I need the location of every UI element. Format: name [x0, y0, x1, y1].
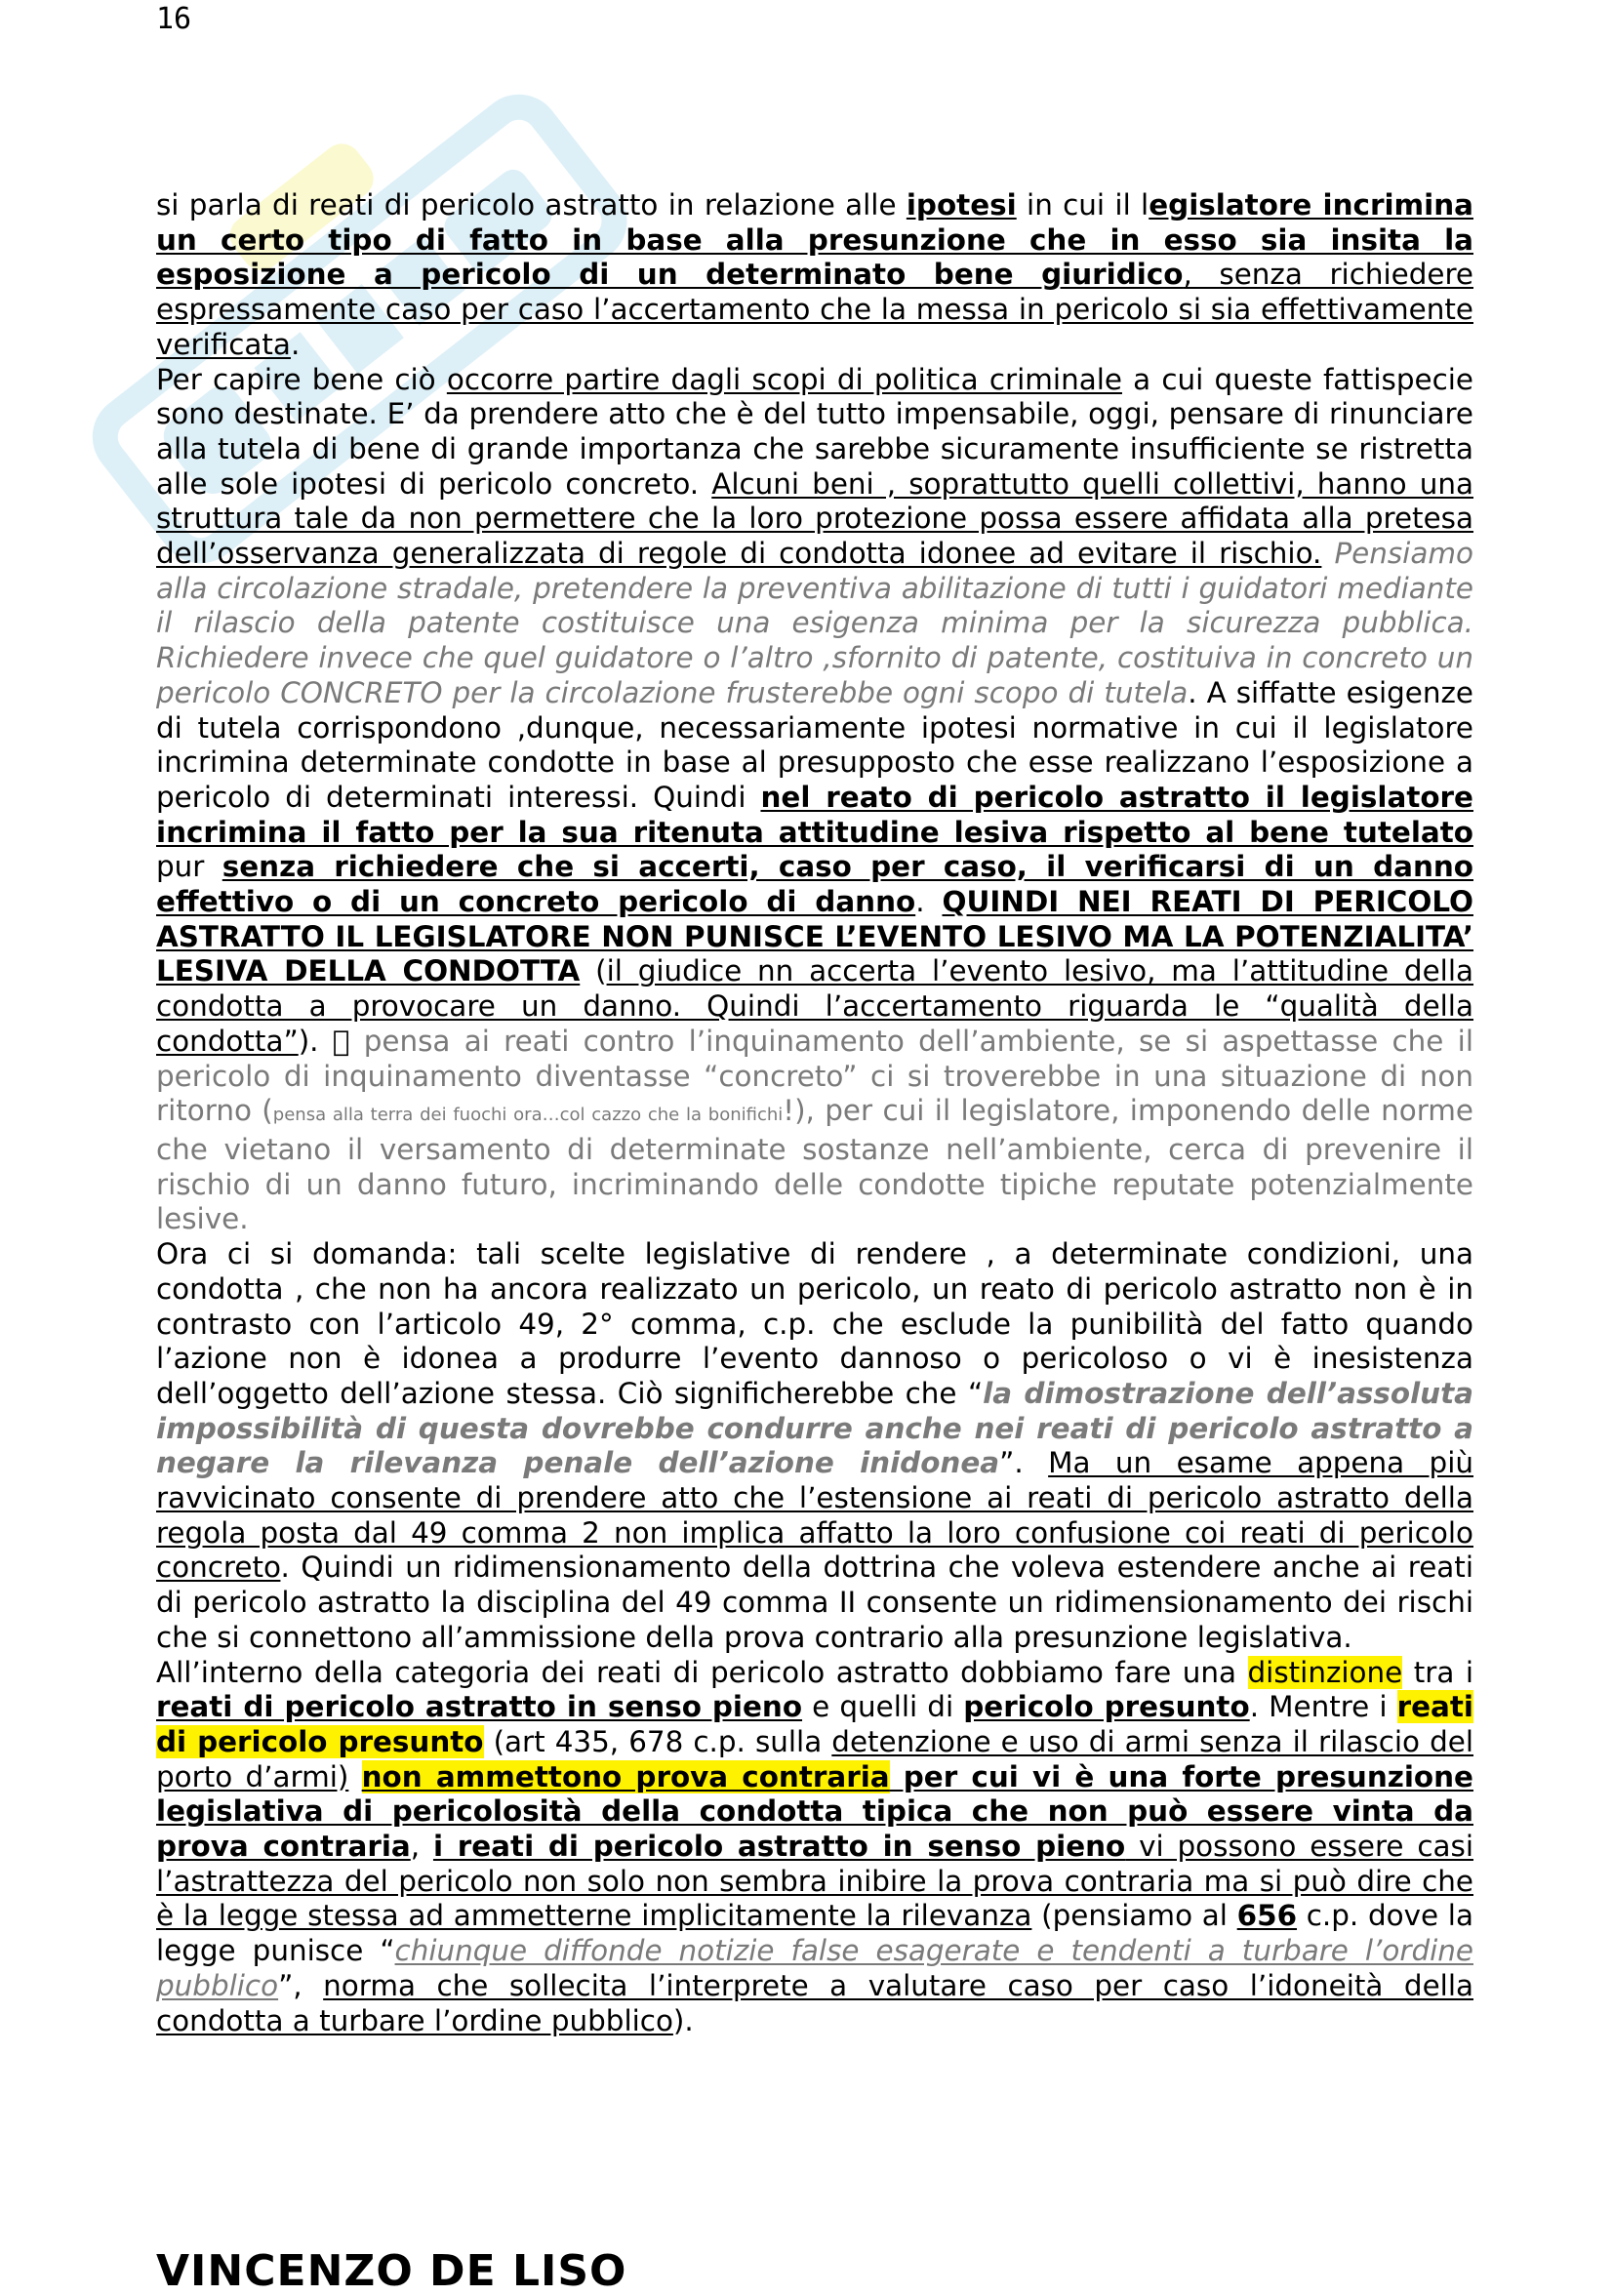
- text-run: ).: [672, 2003, 694, 2037]
- text-run: occorre partire dagli scopi di politica criminale: [446, 362, 1122, 396]
- text-run: a cui queste fattispecie sono destinate. E’ da prendere atto che è del tutto impensabile, oggi, pensare di rinunciare alla tutela di bene di grande importanza che sarebbe sicuramente insufficiente se ristretta alle sole ipotesi di pericolo concreto.: [156, 362, 1473, 501]
- text-run: QUINDI NEI REATI DI PERICOLO ASTRATTO IL LEGISLATORE NON PUNISCE L’EVENTO LESIVO MA LA POTENZIALITA’ LESIVA DELLA CONDOTTA: [156, 885, 1473, 988]
- text-run: pensa ai reati contro l’inquinamento dell’ambiente, se si aspettasse che il pericolo di inquinamento diventasse “concreto” ci si troverebbe in una situazione di non ritorno (: [156, 1024, 1473, 1128]
- footer-author-name: VINCENZO DE LISO: [156, 2246, 627, 2296]
- text-run: (pensiamo al: [1031, 1899, 1237, 1933]
- text-run: ).: [298, 1024, 333, 1058]
- text-run: .: [290, 327, 301, 361]
- text-run: in cui il l: [1016, 188, 1149, 222]
- text-run: , senza richiedere espressamente caso per caso l’accertamento che la messa in pericolo si sia effettivamente verificata: [156, 258, 1473, 361]
- text-run: !), per cui il legislatore, imponendo delle norme che vietano il versamento di determinate sostanze nell’ambiente, cerca di prevenire il rischio di un danno futuro, incriminando delle condotte tipiche reputate potenzialmente lesive.: [156, 1094, 1473, 1236]
- paragraph-3: [156, 1237, 1473, 1655]
- text-run: ,: [410, 1830, 433, 1864]
- paragraph-1: [156, 188, 1473, 363]
- text-run: senza richiedere che si accerti, caso per caso, il verificarsi di un danno effettivo o di un concreto pericolo di danno: [156, 850, 1473, 919]
- text-run: ”,: [278, 1968, 324, 2002]
- text-run: .: [915, 885, 943, 919]
- text-run: . A siffatte esigenze di tutela corrispondono ,dunque, necessariamente ipotesi normative in cui il legislatore incrimina determinate condotte in base al presupposto che esse realizzano l’esposizione a pericolo di determinati interessi. Quindi: [156, 675, 1474, 814]
- text-run: il giudice nn accerta l’evento lesivo, ma l’attitudine della condotta a provocare un danno. Quindi l’accertamento riguarda le “qualità della condotta”: [156, 954, 1474, 1058]
- text-run: non ammettono prova contraria: [361, 1759, 890, 1793]
- text-run: vi possono essere casi l’astrattezza del pericolo non solo non sembra inibire la prova contraria ma si può dire che è la legge stessa ad ammetterne implicitamente la rilevanza: [156, 1830, 1473, 1933]
- paragraph-2: [156, 363, 1473, 1238]
- text-run: . Quindi un ridimensionamento della dottrina che voleva estendere anche ai reati di pericolo astratto la disciplina del 49 comma II consente un ridimensionamento dei rischi che si connettono all’ammissione della prova contrario alla presunzione legislativa.: [156, 1551, 1473, 1654]
- text-run: reati di pericolo astratto in senso pieno: [156, 1690, 803, 1724]
- text-run: Alcuni beni , soprattutto quelli collettivi, hanno una struttura tale da non permettere che la loro protezione possa essere affidata alla pretesa dell’osservanza generalizzata di regole di condotta idonee ad evitare il rischio.: [156, 466, 1473, 571]
- text-run: pericolo presunto: [963, 1690, 1250, 1724]
- text-run: Ma un esame appena più ravvicinato consente di prendere atto che l’estensione ai reati di pericolo astratto della regola posta dal 49 comma 2 non implica affatto la loro confusione coi reati di pericolo concreto: [156, 1446, 1474, 1585]
- text-run: e quelli di: [802, 1690, 964, 1724]
- text-run: Ora ci si domanda: tali scelte legislative di rendere , a determinate condizioni, una condotta , che non ha ancora realizzato un pericolo, un reato di pericolo astratto non è in contrasto con l’articolo 49, 2° comma, c.p. che esclude la punibilità del fatto quando l’azione non è idonea a produrre l’evento dannoso o pericoloso o vi è inesistenza dell’oggetto dell’azione stessa. Ciò significherebbe che “: [156, 1237, 1473, 1410]
- text-run: pur: [156, 850, 222, 884]
- text-run: per cui vi è una forte presunzione legislativa di pericolosità della condotta tipica che non può essere vinta da prova contraria: [156, 1759, 1473, 1864]
- text-run: Per capire bene ciò: [156, 362, 447, 396]
- text-run: i reati di pericolo astratto in senso pieno: [432, 1830, 1126, 1864]
- text-run: distinzione: [1247, 1655, 1403, 1689]
- text-run: chiunque diffonde notizie false esagerate e tendenti a turbare l’ordine pubblico: [156, 1934, 1473, 2002]
- text-run: (: [580, 954, 607, 988]
- text-run: norma che sollecita l’interprete a valutare caso per caso l’idoneità della condotta a turbare l’ordine pubblico: [156, 1968, 1473, 2037]
- text-run: . Mentre i: [1249, 1690, 1397, 1724]
- text-run: nel reato di pericolo astratto il legislatore incrimina il fatto per la sua ritenuta attitudine lesiva rispetto al bene tutelato: [156, 780, 1473, 849]
- text-run: tra i: [1402, 1655, 1473, 1689]
- page-number: 16: [156, 2, 192, 36]
- text-run: All’interno della categoria dei reati di pericolo astratto dobbiamo fare una: [156, 1655, 1248, 1689]
- text-run: si parla di reati di pericolo astratto in relazione alle: [156, 188, 907, 222]
- text-run: c.p. dove la legge punisce “: [156, 1899, 1473, 1968]
- paragraph-4: [156, 1656, 1473, 2039]
- body-text: [156, 188, 1473, 2038]
- text-run: pensa alla terra dei fuochi ora…col cazzo che la bonifichi: [272, 1105, 784, 1126]
- text-run: 656: [1236, 1899, 1298, 1933]
- text-run: [348, 1760, 361, 1793]
- text-run: reati di pericolo presunto: [156, 1690, 1473, 1758]
- text-run: detenzione e uso di armi senza il rilascio del porto d’armi): [156, 1724, 1474, 1793]
- text-run: ”.: [999, 1446, 1049, 1480]
- text-run: ipotesi: [906, 188, 1017, 222]
- arrow-icon: [333, 1025, 350, 1058]
- text-run: Pensiamo alla circolazione stradale, pretendere la preventiva abilitazione di tutti i guidatori mediante il rilascio della patente costituisce una esigenza minima per la sicurezza pubblica. Richiedere invece che quel guidatore o l’altro ,sfornito di patente, costituiva in concreto un pericolo CONCRETO per la circolazione frusterebbe ogni scopo di tutela: [156, 537, 1473, 709]
- text-run: (art 435, 678 c.p. sulla: [483, 1724, 832, 1758]
- text-run: egislatore incrimina un certo tipo di fatto in base alla presunzione che in esso sia insita la esposizione a pericolo di un determinato bene giuridico: [156, 188, 1473, 292]
- text-run: la dimostrazione dell’assoluta impossibilità di questa dovrebbe condurre anche nei reati di pericolo astratto a negare la rilevanza penale dell’azione inidonea: [156, 1376, 1473, 1480]
